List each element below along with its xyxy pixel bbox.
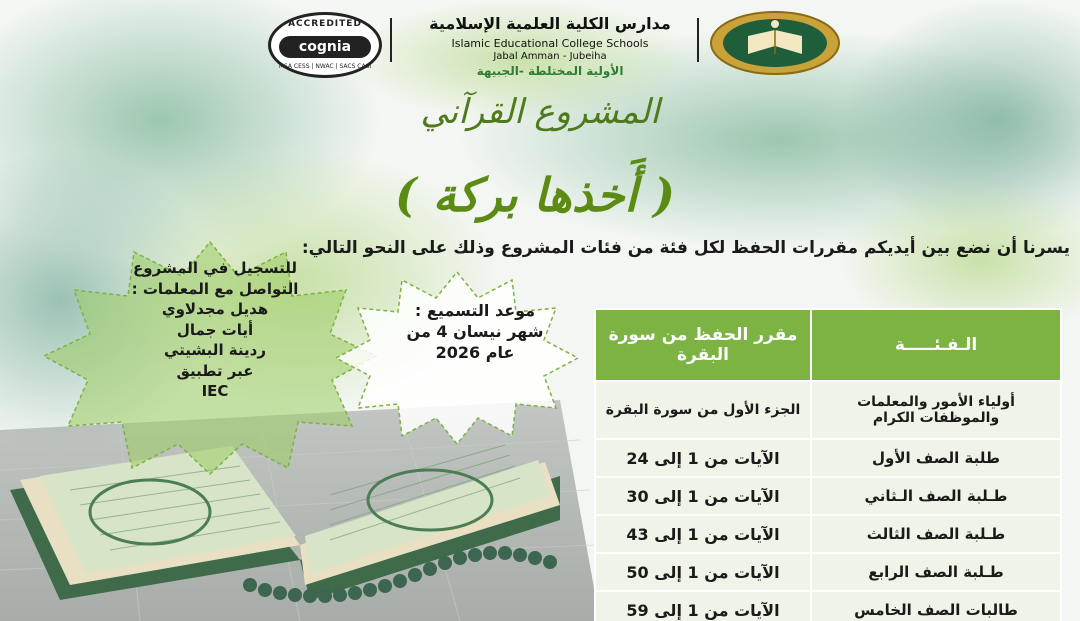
row-memorization: الجزء الأول من سورة البقرة [595,381,811,439]
recitation-line: موعد التسميع : [414,301,536,320]
registration-line: للتسجيل في المشروع [133,259,297,277]
row-memorization: الآيات من 1 إلى 59 [595,591,811,621]
recitation-info [375,300,575,363]
project-title: المشروع القرآني [420,92,660,132]
intro-text: يسرنا أن نضع بين أيديكم مقررات الحفظ لكل فئة من فئات المشروع وذلك على النحو التالي: [301,238,1070,258]
row-category: أولياء الأمور والمعلمات والموظفات الكرام [811,381,1061,439]
row-category: طـلبة الصف الرابع [811,553,1061,591]
registration-line: عبر تطبيق [176,361,254,380]
school-name-en: Islamic Educational College Schools [451,37,649,50]
row-category: طـلبة الصف الـثاني [811,477,1061,515]
row-memorization: الآيات من 1 إلى 50 [595,553,811,591]
table-row [595,439,1061,477]
header-divider-left [390,18,392,62]
project-slogan: ( أَخذها بركة ) [395,168,675,222]
row-memorization: الآيات من 1 إلى 43 [595,515,811,553]
school-emblem-logo [708,10,842,76]
recitation-line: شهر نيسان 4 من [406,322,544,341]
cognia-ring-top: ACCREDITED [288,19,362,29]
table-row [595,477,1061,515]
registration-line: أيات جمال [176,320,254,339]
cognia-name: cognia [279,36,371,58]
registration-line: ردينة البشيتي [164,341,266,359]
table-row [595,381,1061,439]
row-category: طلبة الصف الأول [811,439,1061,477]
header-category: الـفـئـــــة [811,309,1061,381]
registration-info [70,258,360,402]
table-header-row [595,309,1061,381]
school-branch-ar: الأولية المختلطة -الجبيهة [476,64,624,78]
registration-line: هديل مجدلاوي [161,300,269,318]
table-row [595,553,1061,591]
row-category: طالبات الصف الخامس [811,591,1061,621]
row-memorization: الآيات من 1 إلى 24 [595,439,811,477]
memorization-table-grid [594,308,1062,621]
memorization-table [594,308,1062,621]
table-row [595,515,1061,553]
header-divider-right [697,18,699,62]
school-location-en: Jabal Amman - Jubeiha [493,51,607,62]
row-category: طـلبة الصف الثالث [811,515,1061,553]
header-memorization: مقرر الحفظ من سورة البقرة [595,309,811,381]
school-name-ar: مدارس الكلية العلمية الإسلامية [429,14,671,33]
header [0,0,1080,86]
registration-line: IEC [201,382,229,400]
cognia-ring-bottom: MSA CESS | NWAC | SACS CASI [278,63,372,70]
recitation-line: عام 2026 [435,343,515,362]
table-row [595,591,1061,621]
cognia-accreditation-logo [268,12,382,78]
registration-line: التواصل مع المعلمات : [131,279,299,298]
row-memorization: الآيات من 1 إلى 30 [595,477,811,515]
